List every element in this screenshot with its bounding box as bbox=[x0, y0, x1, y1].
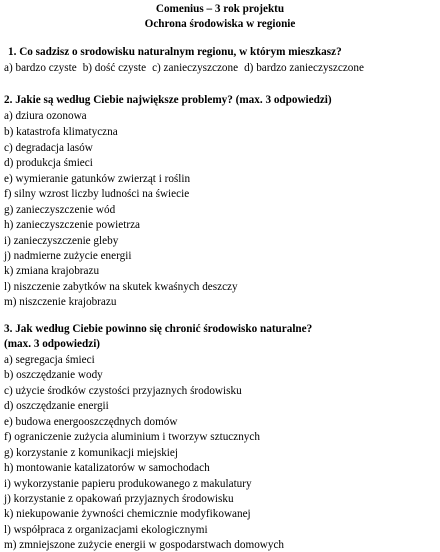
q3-option-g: g) korzystanie z komunikacji miejskiej bbox=[4, 447, 178, 459]
q3-option-h: h) montowanie katalizatorów w samochodach bbox=[4, 462, 210, 474]
q3-option-k: k) niekupowanie żywności chemicznie modyfikowanej bbox=[4, 508, 251, 520]
q2-option-f: f) silny wzrost liczby ludności na świecie bbox=[4, 188, 190, 200]
q3-option-b: b) oszczędzanie wody bbox=[4, 369, 103, 381]
question-1-options bbox=[4, 61, 370, 75]
q3-option-d: d) oszczędzanie energii bbox=[4, 400, 109, 412]
q1-option-d: d) bardzo zanieczyszczone bbox=[244, 62, 364, 74]
q3-option-l: l) współpraca z organizacjami ekologicznymi bbox=[4, 524, 208, 536]
q2-option-i: i) zanieczyszczenie gleby bbox=[4, 235, 119, 247]
q2-option-a: a) dziura ozonowa bbox=[4, 110, 87, 122]
q1-option-b: b) dość czyste bbox=[82, 62, 147, 74]
document-title: Comenius – 3 rok projektu bbox=[155, 3, 285, 15]
q2-option-g: g) zanieczyszczenie wód bbox=[4, 204, 116, 216]
q2-option-b: b) katastrofa klimatyczna bbox=[4, 126, 118, 138]
q3-option-f: f) ograniczenie zużycia aluminium i tworzyw sztucznych bbox=[4, 431, 260, 443]
q3-option-i: i) wykorzystanie papieru produkowanego z makulatury bbox=[4, 478, 252, 490]
q3-option-j: j) korzystanie z opakowań przyjaznych środowisku bbox=[4, 493, 234, 505]
q2-option-m: m) niszczenie krajobrazu bbox=[4, 296, 117, 308]
q3-option-e: e) budowa energooszczędnych domów bbox=[4, 416, 178, 428]
q1-option-a: a) bardzo czyste bbox=[4, 62, 77, 74]
q3-option-a: a) segregacja śmieci bbox=[4, 354, 95, 366]
document-subtitle: Ochrona środowiska w regionie bbox=[144, 18, 296, 30]
q2-option-e: e) wymieranie gatunków zwierząt i roślin bbox=[4, 173, 191, 185]
q2-option-c: c) degradacja lasów bbox=[4, 142, 93, 154]
q2-option-l: l) niszczenie zabytków na skutek kwaśnych deszczy bbox=[4, 281, 238, 293]
q2-option-k: k) zmiana krajobrazu bbox=[4, 265, 100, 277]
q2-option-d: d) produkcja śmieci bbox=[4, 157, 93, 169]
question-2: 2. Jakie są według Ciebie największe problemy? (max. 3 odpowiedzi) bbox=[4, 94, 332, 106]
question-3: 3. Jak według Ciebie powinno się chronić środowisko naturalne? bbox=[4, 323, 313, 335]
question-3-note: (max. 3 odpowiedzi) bbox=[4, 338, 101, 350]
q3-option-c: c) użycie środków czystości przyjaznych środowisku bbox=[4, 385, 242, 397]
q2-option-h: h) zanieczyszczenie powietrza bbox=[4, 219, 141, 231]
question-1: 1. Co sadzisz o srodowisku naturalnym regionu, w którym mieszkasz? bbox=[8, 46, 342, 58]
q3-option-m: m) zmniejszone zużycie energii w gospodarstwach domowych bbox=[4, 539, 285, 551]
q2-option-j: j) nadmierne zużycie energii bbox=[4, 250, 132, 262]
q1-option-c: c) zanieczyszczone bbox=[152, 62, 239, 74]
